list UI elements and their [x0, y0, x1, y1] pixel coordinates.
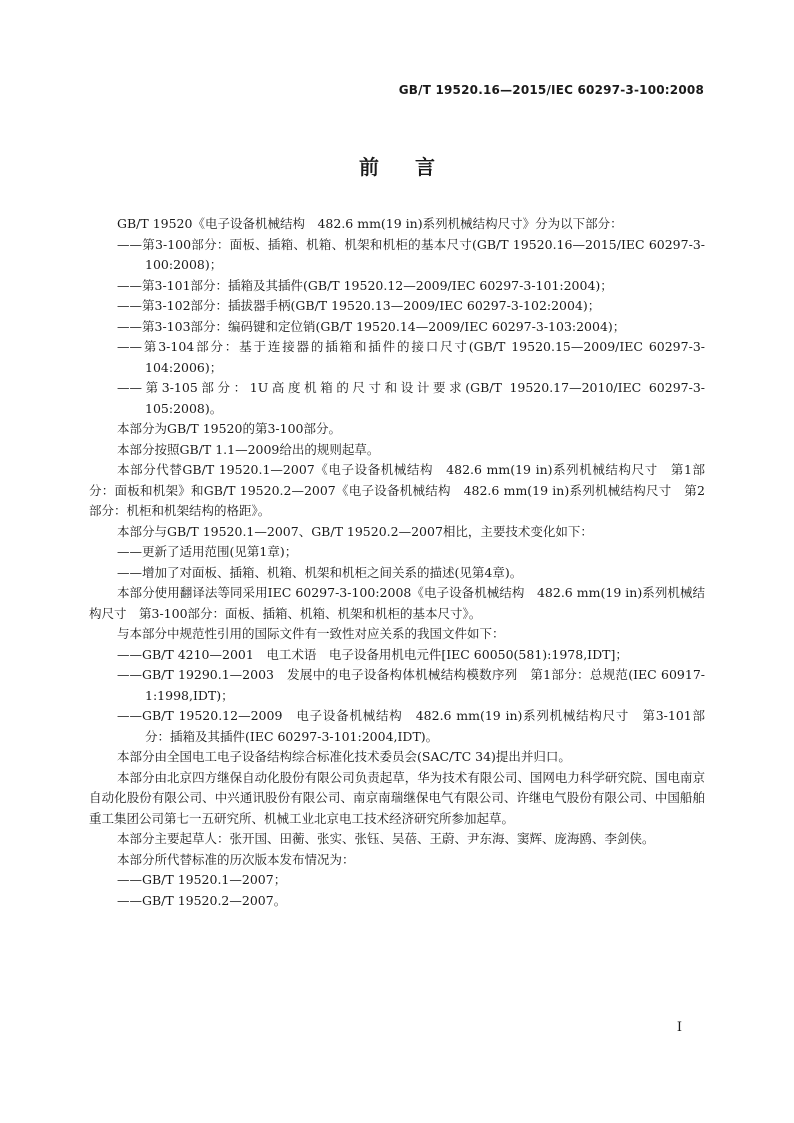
list-item-part-3-103: ——第3-103部分：编码键和定位销(GB/T 19520.14—2009/IEC 60297-3-103:2004)； — [117, 318, 626, 334]
list-item-part-3-104: ——第3-104部分：基于连接器的插箱和插件的接口尺寸(GB/T 19520.15—2009/IEC 60297-3-104:2006)； — [117, 339, 705, 375]
paragraph-previous-editions: 本部分所代替标准的历次版本发布情况为： — [117, 851, 355, 867]
list-item-ref-gbt-19520-12: ——GB/T 19520.12—2009 电子设备机械结构 482.6 mm(19 in)系列机械结构尺寸 第3-101部分：插箱及其插件(IEC 60297-3-101:2004,IDT)。 — [117, 708, 705, 744]
list-item-change-relations: ——增加了对面板、插箱、机箱、机架和机柜之间关系的描述(见第4章)。 — [117, 564, 523, 580]
list-item-edition-2: ——GB/T 19520.2—2007。 — [117, 892, 287, 908]
page-number: I — [676, 1020, 682, 1035]
paragraph-replaces: 本部分代替GB/T 19520.1—2007《电子设备机械结构 482.6 mm(19 in)系列机械结构尺寸 第1部分：面板和机架》和GB/T 19520.2—2007《电子设备机械结构 482.6 mm(19 in)系列机械结构尺寸 第2部分：机柜和机架结构的格距》。 — [89, 462, 705, 518]
list-item-edition-1: ——GB/T 19520.1—2007； — [117, 872, 287, 887]
paragraph-normative-refs-intro: 与本部分中规范性引用的国际文件有一致性对应关系的我国文件如下： — [117, 626, 505, 641]
paragraph-drafting-rules: 本部分按照GB/T 1.1—2009给出的规则起草。 — [117, 441, 380, 457]
paragraph-changes-intro: 本部分与GB/T 19520.1—2007、GB/T 19520.2—2007相比，主要技术变化如下： — [117, 523, 593, 539]
paragraph-drafted-by: 本部分由北京四方继保自动化股份有限公司负责起草，华为技术有限公司、国网电力科学研究院、国电南京自动化股份有限公司、中兴通讯股份有限公司、南京南瑞继保电气有限公司、许继电气股份有限公司、中国船舶重工集团公司第七一五研究所、机械工业北京电工技术经济研究所参加起草。 — [89, 769, 705, 826]
page-title: 前言 — [359, 155, 471, 179]
paragraph-proposed-by: 本部分由全国电工电子设备结构综合标准化技术委员会(SAC/TC 34)提出并归口。 — [117, 749, 571, 764]
list-item-change-scope: ——更新了适用范围(见第1章)； — [117, 544, 298, 559]
list-item-part-3-101: ——第3-101部分：插箱及其插件(GB/T 19520.12—2009/IEC 60297-3-101:2004)； — [117, 277, 613, 293]
foreword-body — [89, 214, 705, 911]
paragraph-intro: GB/T 19520《电子设备机械结构 482.6 mm(19 in)系列机械结构尺寸》分为以下部分： — [117, 216, 623, 231]
standard-number-header: GB/T 19520.16—2015/IEC 60297-3-100:2008 — [398, 83, 704, 97]
paragraph-main-drafters: 本部分主要起草人：张开国、田蘅、张实、张钰、吴蓓、王蔚、尹东海、窦辉、庞海鸥、李剑侠。 — [117, 831, 655, 846]
paragraph-translation: 本部分使用翻译法等同采用IEC 60297-3-100:2008《电子设备机械结构 482.6 mm(19 in)系列机械结构尺寸 第3-100部分：面板、插箱、机箱、机架和机柜的基本尺寸》。 — [89, 585, 705, 621]
paragraph-part-scope: 本部分为GB/T 19520的第3-100部分。 — [117, 421, 341, 436]
list-item-part-3-100: ——第3-100部分：面板、插箱、机箱、机架和机柜的基本尺寸(GB/T 19520.16—2015/IEC 60297-3-100:2008)； — [117, 236, 705, 272]
list-item-ref-gbt-19290-1: ——GB/T 19290.1—2003 发展中的电子设备构体机械结构模数序列 第1部分：总规范(IEC 60917-1:1998,IDT)； — [117, 667, 705, 703]
list-item-part-3-102: ——第3-102部分：插拔器手柄(GB/T 19520.13—2009/IEC 60297-3-102:2004)； — [117, 298, 601, 313]
list-item-ref-gbt-4210: ——GB/T 4210—2001 电工术语 电子设备用机电元件[IEC 60050(581):1978,IDT]； — [117, 646, 628, 662]
list-item-part-3-105: ——第3-105部分：1U高度机箱的尺寸和设计要求(GB/T 19520.17—2010/IEC 60297-3-105:2008)。 — [117, 380, 705, 416]
